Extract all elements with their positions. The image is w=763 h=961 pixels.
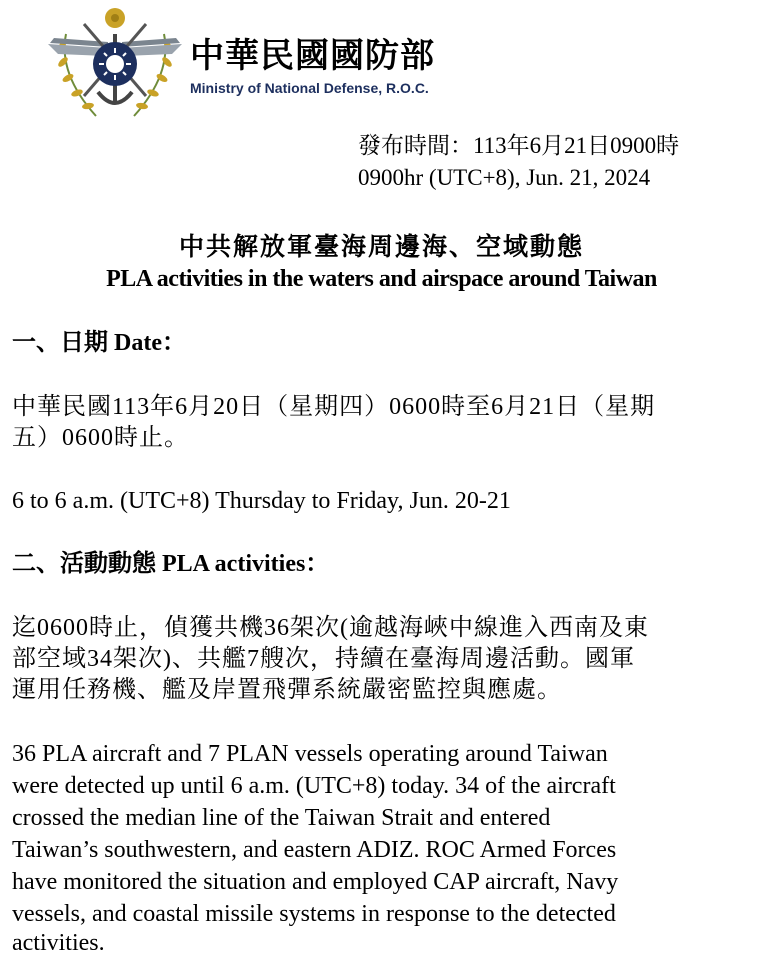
release-time-chinese: 發布時間：113年6月21日0900時 — [358, 133, 680, 158]
activities-text-english-line7: activities. — [12, 930, 105, 956]
activities-text-english-line1: 36 PLA aircraft and 7 PLAN vessels operating around Taiwan — [12, 741, 608, 767]
activities-text-chinese-line3: 運用任務機、艦及岸置飛彈系統嚴密監控與應處。 — [12, 677, 562, 703]
activities-text-english-line3: crossed the median line of the Taiwan Strait and entered — [12, 805, 551, 831]
date-text-chinese-line2: 五）0600時止。 — [12, 425, 189, 451]
headline-english: PLA activities in the waters and airspace around Taiwan — [106, 266, 657, 292]
mnd-emblem-icon — [44, 4, 186, 122]
activities-text-english-line4: Taiwan’s southwestern, and eastern ADIZ. ROC Armed Forces — [12, 837, 617, 863]
activities-text-english-line6: vessels, and coastal missile systems in response to the detected — [12, 901, 616, 927]
date-text-english: 6 to 6 a.m. (UTC+8) Thursday to Friday, Jun. 20-21 — [12, 488, 511, 514]
ministry-title-chinese: 中華民國國防部 — [190, 36, 435, 76]
activities-text-chinese-line1: 迄0600時止，偵獲共機36架次(逾越海峽中線進入西南及東 — [12, 615, 649, 641]
ministry-title-english: Ministry of National Defense, R.O.C. — [190, 80, 429, 96]
activities-text-chinese-line2: 部空域34架次)、共艦7艘次，持續在臺海周邊活動。國軍 — [12, 646, 635, 672]
activities-text-english-line2: were detected up until 6 a.m. (UTC+8) today. 34 of the aircraft — [12, 773, 616, 799]
activities-text-english-line5: have monitored the situation and employed CAP aircraft, Navy — [12, 869, 619, 895]
section-date-heading: 一、日期 Date： — [12, 330, 186, 356]
release-time-english: 0900hr (UTC+8), Jun. 21, 2024 — [358, 165, 651, 190]
headline-chinese: 中共解放軍臺海周邊海、空域動態 — [178, 232, 584, 261]
section-activities-heading: 二、活動動態 PLA activities： — [12, 551, 330, 577]
date-text-chinese-line1: 中華民國113年6月20日（星期四）0600時至6月21日（星期 — [12, 394, 656, 420]
